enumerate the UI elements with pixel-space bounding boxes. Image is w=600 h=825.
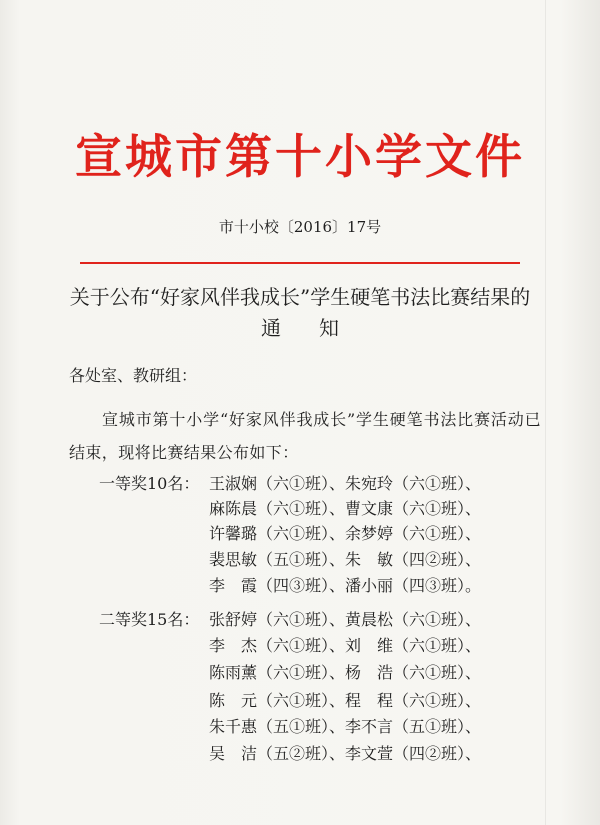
second-prize-line: 李 杰（六①班）、刘 维（六①班）、 — [209, 636, 482, 655]
second-prize-line: 陈雨薰（六①班）、杨 浩（六①班）、 — [209, 663, 482, 682]
first-prize-line: 许馨璐（六①班）、余梦婷（六①班）、 — [209, 524, 482, 543]
second-prize-line: 吴 洁（五②班）、李文萱（四②班）、 — [209, 744, 482, 763]
document-number: 市十小校〔2016〕17号 — [218, 218, 382, 236]
greeting: 各处室、教研组： — [69, 366, 198, 385]
second-prize-label: 二等奖15名： — [99, 610, 200, 629]
red-divider-line — [80, 262, 520, 264]
second-prize-line: 张舒婷（六①班）、黄晨松（六①班）、 — [209, 610, 482, 629]
document-header-title: 宣城市第十小学文件 — [75, 130, 525, 185]
second-prize-line: 陈 元（六①班）、程 程（六①班）、 — [209, 691, 482, 710]
body-paragraph: 宣城市第十小学“好家风伴我成长”学生硬笔书法比赛活动已结束，现将比赛结果公布如下： — [69, 410, 541, 462]
subject-line-1: 关于公布“好家风伴我成长”学生硬笔书法比赛结果的 — [69, 285, 531, 309]
second-prize-line: 朱千惠（五①班）、李不言（五①班）、 — [209, 717, 482, 736]
first-prize-label: 一等奖10名： — [99, 474, 200, 493]
first-prize-line: 王淑娴（六①班）、朱宛玲（六①班）、 — [209, 474, 482, 493]
first-prize-line: 裴思敏（五①班）、朱 敏（四②班）、 — [209, 550, 482, 569]
first-prize-line: 李 霞（四③班）、潘小丽（四③班）。 — [209, 576, 482, 595]
first-prize-line: 麻陈晨（六①班）、曹文康（六①班）、 — [209, 499, 482, 518]
subject-line-2: 通知 — [261, 316, 377, 340]
